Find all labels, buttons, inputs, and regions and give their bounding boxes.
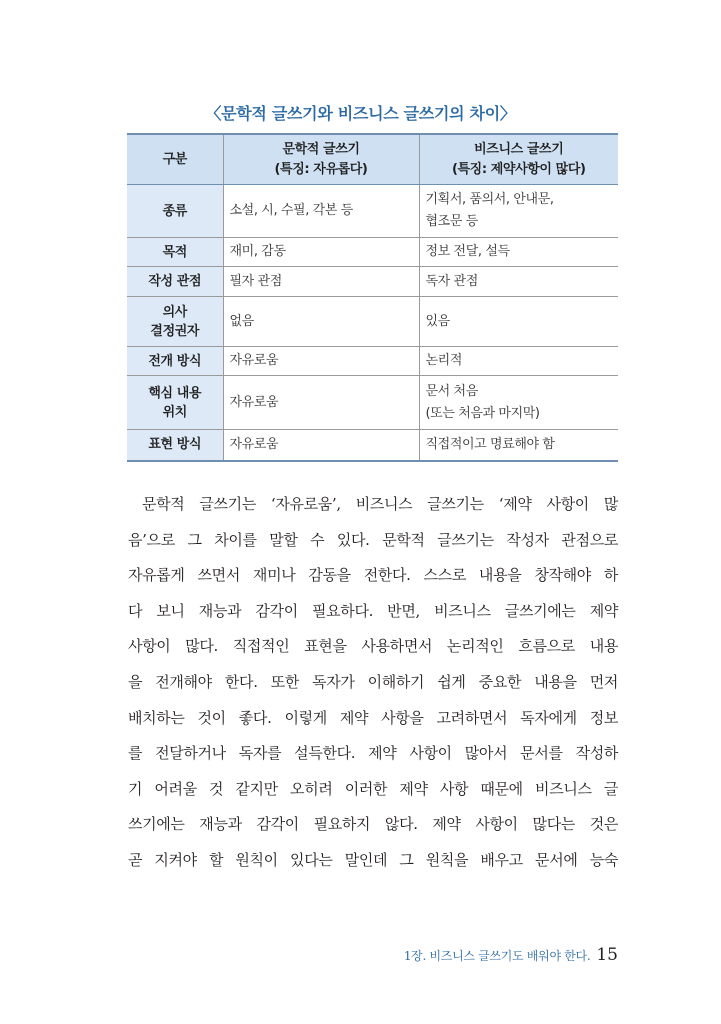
cell-line: 없음 [229,313,254,329]
row-label-line: 목적 [162,244,187,260]
cell-line: 자유로움 [229,353,279,368]
paragraph-line: 를 전달하거나 독자를 설득한다. 제약 사항이 많아서 문서를 작성하 [128,744,618,763]
row-label-line: 작성 관점 [148,274,202,289]
cell-line: 자유로움 [229,394,279,410]
body-paragraph [128,487,618,879]
cell-line: 재미, 감동 [229,244,286,259]
cell-line: 소설, 시, 수필, 각본 등 [229,203,353,218]
literary-cell [223,185,419,238]
business-cell [419,267,618,297]
literary-cell [223,267,419,297]
paragraph-line: 문학적 글쓰기는 ‘자유로움’, 비즈니스 글쓰기는 ‘제약 사항이 많 [142,495,618,513]
row-label-line: 의사 [162,304,187,320]
cell-line: 기획서, 품의서, 안내문, [425,192,554,207]
row-label-line: 결정권자 [150,323,200,339]
header-business [419,134,618,185]
row-label [127,376,223,430]
row-label [127,238,223,267]
business-cell [419,347,618,376]
paragraph-line: 음’으로 그 차이를 말할 수 있다. 문학적 글쓰기는 작성자 관점으로 [128,530,618,549]
cell-line: 자유로움 [229,436,279,452]
cell-line: 문서 처음 [425,383,478,399]
table-caption: 〈문학적 글쓰기와 비즈니스 글쓰기의 차이〉 [205,104,516,123]
header-subline: (특징: 자유롭다) [274,161,368,177]
table-row [127,430,618,461]
business-cell [419,376,618,430]
cell-line: 독자 관점 [425,273,478,289]
business-cell [419,430,618,461]
table-header-row [127,134,618,185]
cell-line: 필자 관점 [229,273,282,289]
page-footer [404,945,618,965]
header-category [127,134,223,185]
paragraph-line: 사항이 많다. 직접적인 표현을 사용하면서 논리적인 흐름으로 내용 [128,637,618,656]
row-label-line: 종류 [162,203,187,219]
table-row [127,185,618,238]
cell-line: 있음 [425,313,450,329]
paragraph-line: 다 보니 재능과 감각이 필요하다. 반면, 비즈니스 글쓰기에는 제약 [128,601,618,620]
row-label-line: 위치 [162,404,187,420]
cell-line: 협조문 등 [425,214,478,229]
business-cell [419,238,618,267]
cell-line: 논리적 [425,353,462,368]
cell-line: (또는 처음과 마지막) [425,405,540,421]
table-row [127,267,618,297]
row-label [127,347,223,376]
literary-cell [223,297,419,347]
literary-cell [223,430,419,461]
paragraph-line: 쓰기에는 재능과 감각이 필요하지 않다. 제약 사항이 많다는 것은 [128,815,618,834]
cell-line: 정보 전달, 설득 [425,244,510,259]
table-row [127,347,618,376]
row-label [127,297,223,347]
table-row [127,376,618,430]
cell-line: 직접적이고 명료해야 함 [425,436,555,452]
row-label-line: 핵심 내용 [148,385,202,401]
comparison-table [127,133,618,462]
literary-cell [223,376,419,430]
chapter-title: 1장. 비즈니스 글쓰기도 배워야 한다. [403,949,591,963]
header-literary [223,134,419,185]
paragraph-line: 을 전개해야 한다. 또한 독자가 이해하기 쉽게 중요한 내용을 먼저 [128,672,618,691]
row-label [127,430,223,461]
header-subline: (특징: 제약사항이 많다) [451,161,586,177]
row-label [127,267,223,297]
header-line: 구분 [162,151,187,167]
literary-cell [223,347,419,376]
header-line: 문학적 글쓰기 [282,141,360,157]
literary-cell [223,238,419,267]
paragraph-line: 배치하는 것이 좋다. 이렇게 제약 사항을 고려하면서 독자에게 정보 [128,708,618,727]
table-row [127,297,618,347]
paragraph-line: 곧 지켜야 할 원칙이 있다는 말인데 그 원칙을 배우고 문서에 능숙 [128,850,618,869]
row-label [127,185,223,238]
row-label-line: 전개 방식 [148,353,202,369]
paragraph-line: 기 어려울 것 같지만 오히려 이러한 제약 사항 때문에 비즈니스 글 [128,779,618,798]
row-label-line: 표현 방식 [148,437,202,453]
header-line: 비즈니스 글쓰기 [474,141,564,157]
business-cell [419,185,618,238]
paragraph-line: 자유롭게 쓰면서 재미나 감동을 전한다. 스스로 내용을 창작해야 하 [128,566,618,585]
business-cell [419,297,618,347]
table-row [127,238,618,267]
page-number: 15 [596,945,618,965]
